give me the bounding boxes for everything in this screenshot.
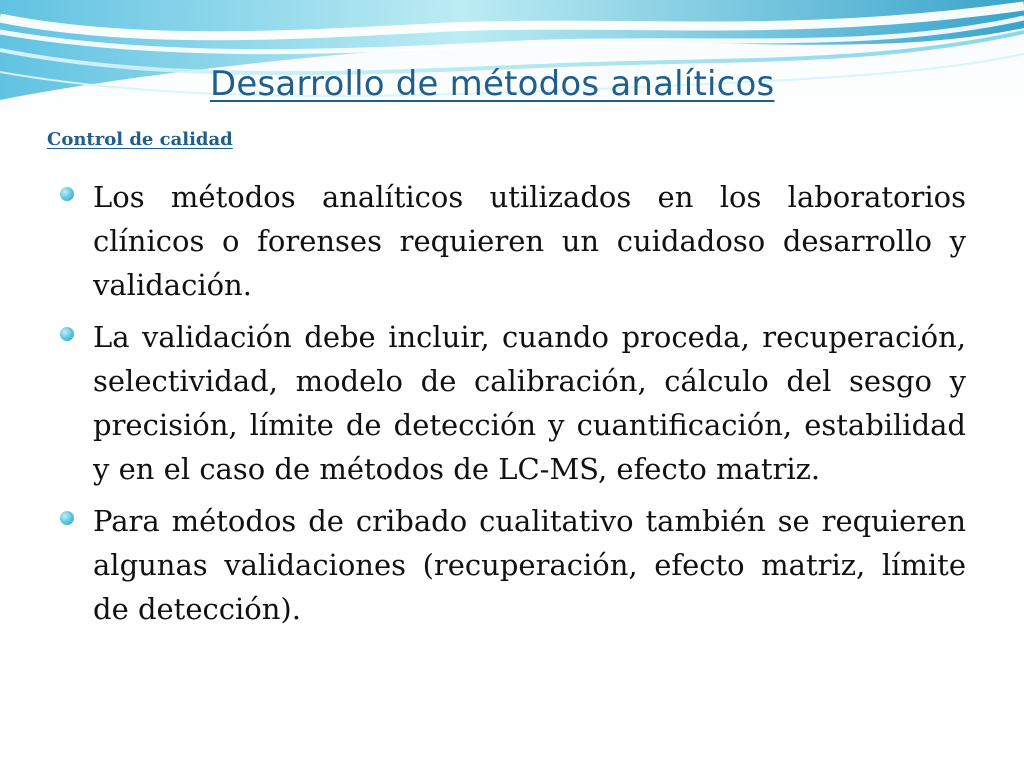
round-bullet-icon <box>60 187 74 201</box>
slide-subtitle: Control de calidad <box>47 129 233 150</box>
round-bullet-icon <box>60 511 74 525</box>
bullet-item <box>60 499 966 631</box>
bullet-item <box>60 175 966 307</box>
bullet-text: Para métodos de cribado cualitativo también se requieren algunas validaciones (recuperación, efecto matriz, límite de detección). <box>93 504 966 626</box>
bullet-list <box>60 175 966 639</box>
bullet-text: Los métodos analíticos utilizados en los laboratorios clínicos o forenses requieren un cuidadoso desarrollo y validación. <box>93 180 966 302</box>
slide-title: Desarrollo de métodos analíticos <box>210 64 775 104</box>
bullet-item <box>60 315 966 491</box>
round-bullet-icon <box>60 327 74 341</box>
bullet-text: La validación debe incluir, cuando proceda, recuperación, selectividad, modelo de calibración, cálculo del sesgo y precisión, límite de detección y cuantificación, estabilidad y en el caso de métodos de LC-MS, efecto matriz. <box>93 320 966 486</box>
